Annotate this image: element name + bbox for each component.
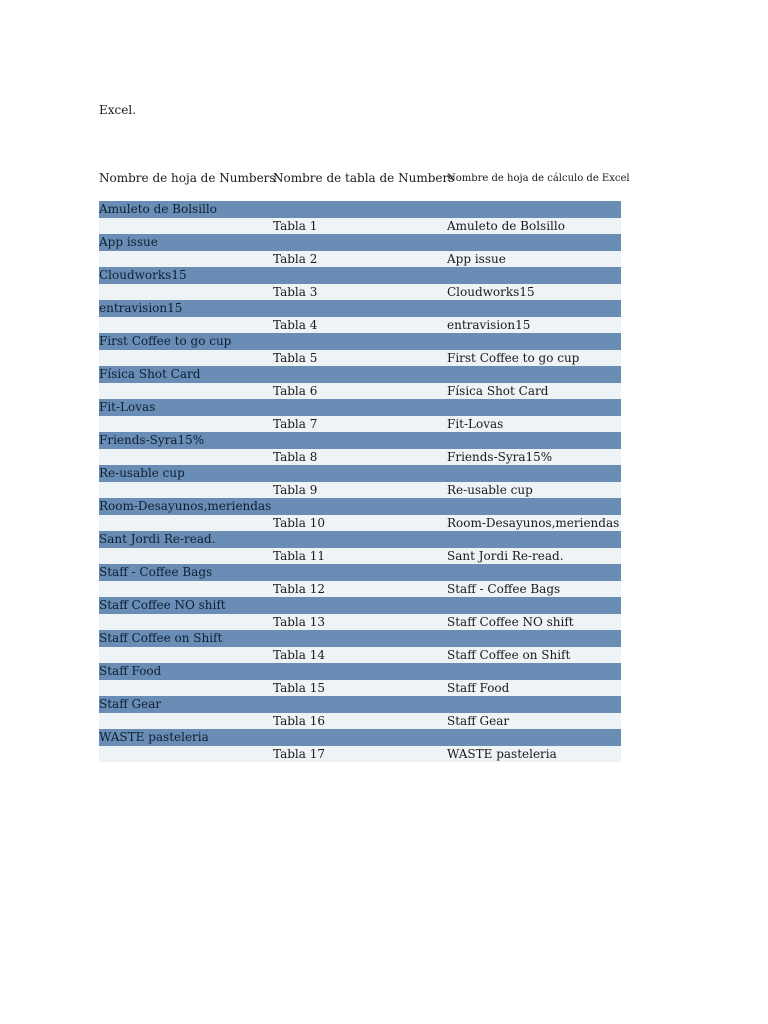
excel-sheet-name: Fit-Lovas	[447, 416, 504, 431]
excel-sheet-name: App issue	[447, 251, 506, 266]
numbers-sheet-name: First Coffee to go cup	[99, 334, 232, 348]
numbers-table-name: Tabla 7	[273, 416, 318, 431]
table-row	[99, 548, 621, 565]
numbers-table-name: Tabla 17	[273, 746, 325, 761]
table-header	[99, 169, 630, 187]
excel-sheet-name: Staff Food	[447, 680, 510, 695]
numbers-table-name: Tabla 15	[273, 680, 325, 695]
numbers-sheet-name: Staff - Coffee Bags	[99, 565, 213, 579]
numbers-table-name: Tabla 10	[273, 515, 325, 530]
excel-sheet-name: Staff Coffee NO shift	[447, 614, 574, 629]
numbers-sheet-name: entravision15	[99, 301, 183, 315]
column-header-numbers-table: Nombre de tabla de Numbers	[273, 171, 455, 185]
table-row	[99, 449, 621, 466]
numbers-table-name: Tabla 6	[273, 383, 318, 398]
numbers-table-name: Tabla 8	[273, 449, 318, 464]
numbers-table-name: Tabla 3	[273, 284, 318, 299]
numbers-sheet-name: Room-Desayunos,meriendas	[99, 499, 272, 513]
numbers-sheet-name: Amuleto de Bolsillo	[99, 202, 217, 216]
sheet-row	[99, 498, 621, 515]
numbers-table-name: Tabla 14	[273, 647, 325, 662]
table-row	[99, 482, 621, 499]
table-row	[99, 284, 621, 301]
numbers-sheet-name: Staff Coffee on Shift	[99, 631, 223, 645]
table-row	[99, 680, 621, 697]
excel-sheet-name: Sant Jordi Re-read.	[447, 548, 564, 563]
excel-sheet-name: Room-Desayunos,meriendas	[447, 515, 620, 530]
sheet-row	[99, 267, 621, 284]
sheet-row	[99, 696, 621, 713]
column-header-excel-sheet: Nombre de hoja de cálculo de Excel	[447, 173, 630, 184]
excel-sheet-name: WASTE pasteleria	[447, 746, 557, 761]
sheet-row	[99, 531, 621, 548]
sheet-row	[99, 234, 621, 251]
table-row	[99, 416, 621, 433]
numbers-sheet-name: Física Shot Card	[99, 367, 201, 381]
numbers-sheet-name: Fit-Lovas	[99, 400, 156, 414]
sheet-row	[99, 366, 621, 383]
sheet-row	[99, 597, 621, 614]
excel-sheet-name: Cloudworks15	[447, 284, 535, 299]
sheet-row	[99, 432, 621, 449]
numbers-sheet-name: Cloudworks15	[99, 268, 187, 282]
sheet-row	[99, 465, 621, 482]
excel-sheet-name: Friends-Syra15%	[447, 449, 553, 464]
numbers-sheet-name: Staff Gear	[99, 697, 162, 711]
sheet-row	[99, 663, 621, 680]
sheet-row	[99, 630, 621, 647]
numbers-table-name: Tabla 2	[273, 251, 318, 266]
table-row	[99, 647, 621, 664]
numbers-table-name: Tabla 4	[273, 317, 318, 332]
numbers-sheet-name: Staff Coffee NO shift	[99, 598, 226, 612]
table-row	[99, 317, 621, 334]
excel-sheet-name: Staff - Coffee Bags	[447, 581, 561, 596]
numbers-sheet-name: Re-usable cup	[99, 466, 185, 480]
sheet-row	[99, 729, 621, 746]
numbers-table-name: Tabla 5	[273, 350, 318, 365]
page-heading: Excel.	[99, 103, 137, 117]
numbers-sheet-name: WASTE pasteleria	[99, 730, 209, 744]
excel-sheet-name: entravision15	[447, 317, 531, 332]
table-row	[99, 383, 621, 400]
mapping-table	[99, 201, 621, 762]
sheet-row	[99, 333, 621, 350]
numbers-table-name: Tabla 13	[273, 614, 325, 629]
excel-sheet-name: Re-usable cup	[447, 482, 533, 497]
numbers-sheet-name: Friends-Syra15%	[99, 433, 205, 447]
sheet-row	[99, 201, 621, 218]
table-row	[99, 581, 621, 598]
excel-sheet-name: Staff Coffee on Shift	[447, 647, 571, 662]
numbers-sheet-name: Staff Food	[99, 664, 162, 678]
numbers-table-name: Tabla 1	[273, 218, 318, 233]
numbers-sheet-name: Sant Jordi Re-read.	[99, 532, 216, 546]
numbers-sheet-name: App issue	[99, 235, 158, 249]
sheet-row	[99, 300, 621, 317]
table-row	[99, 515, 621, 532]
table-row	[99, 713, 621, 730]
excel-sheet-name: Staff Gear	[447, 713, 510, 728]
sheet-row	[99, 564, 621, 581]
sheet-row	[99, 399, 621, 416]
table-row	[99, 614, 621, 631]
table-row	[99, 218, 621, 235]
excel-sheet-name: Física Shot Card	[447, 383, 549, 398]
numbers-table-name: Tabla 12	[273, 581, 325, 596]
table-row	[99, 350, 621, 367]
table-row	[99, 251, 621, 268]
table-row	[99, 746, 621, 763]
numbers-table-name: Tabla 16	[273, 713, 325, 728]
numbers-table-name: Tabla 11	[273, 548, 325, 563]
numbers-table-name: Tabla 9	[273, 482, 318, 497]
column-header-numbers-sheet: Nombre de hoja de Numbers	[99, 171, 276, 185]
excel-sheet-name: First Coffee to go cup	[447, 350, 580, 365]
excel-sheet-name: Amuleto de Bolsillo	[447, 218, 565, 233]
